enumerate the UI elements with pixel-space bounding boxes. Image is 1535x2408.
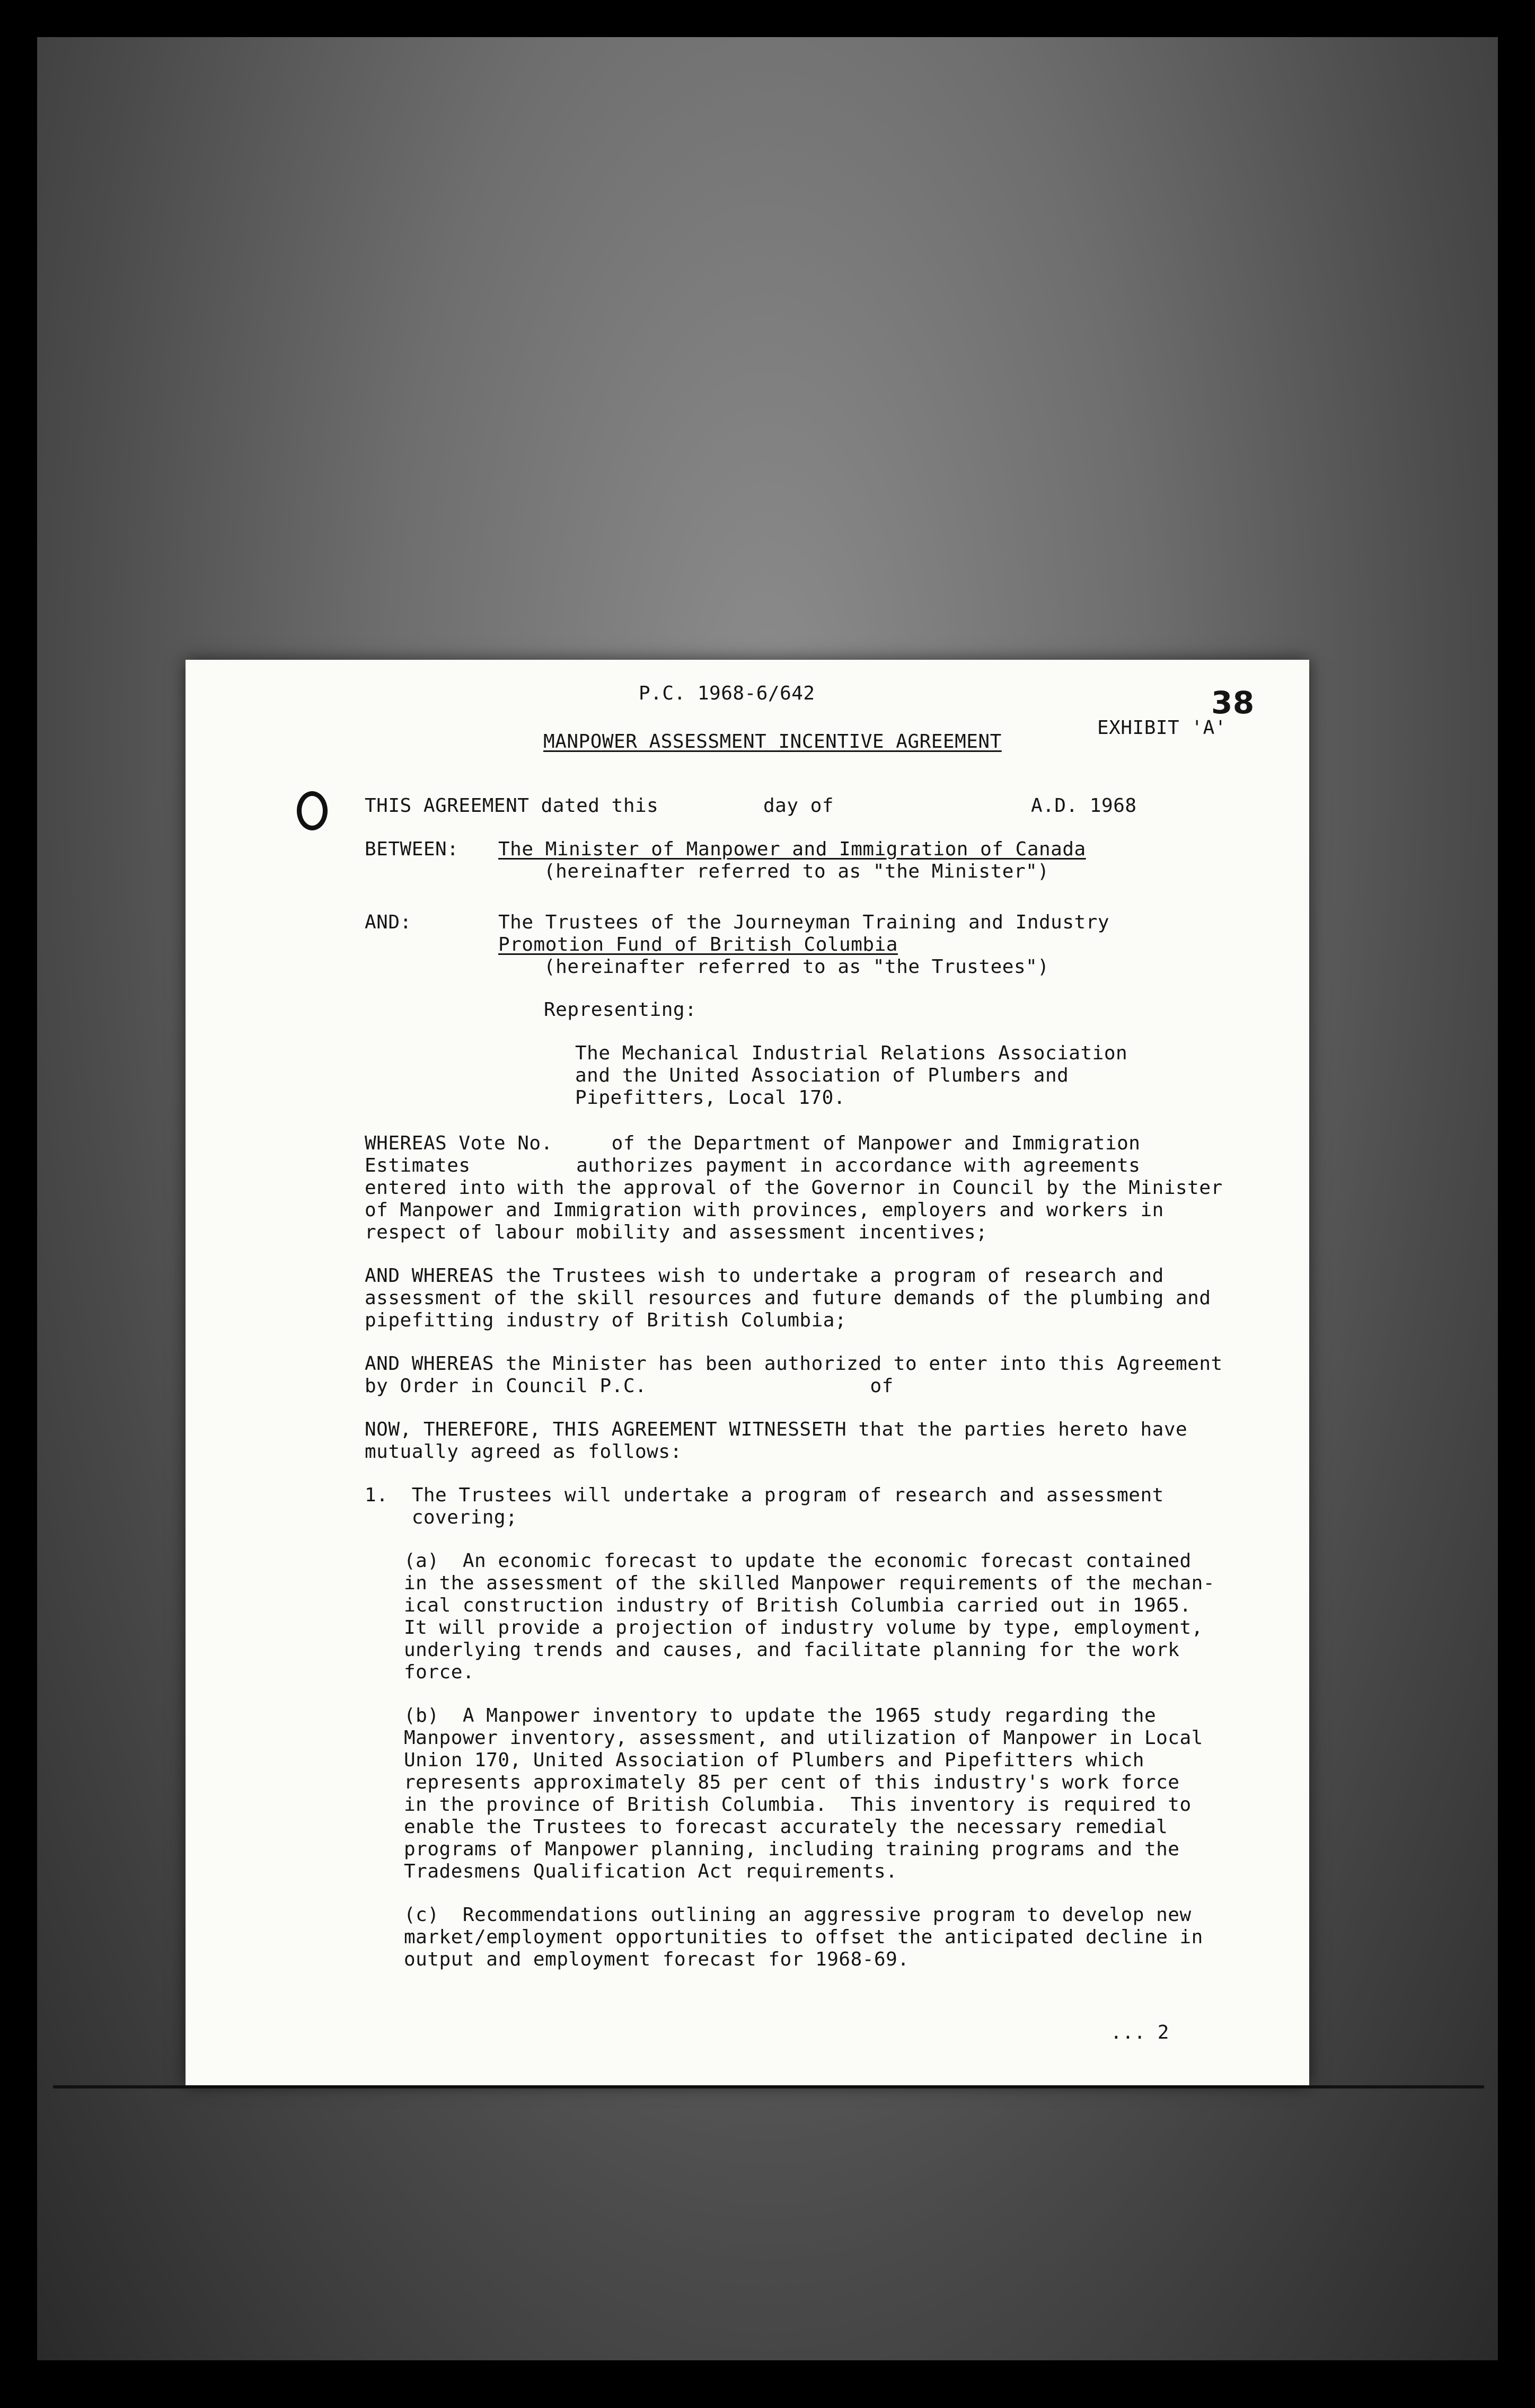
exhibit-number: 38 — [1211, 685, 1255, 721]
whereas-1-line: respect of labour mobility and assessment incentives; — [365, 1221, 988, 1243]
film-edge-bottom — [0, 2360, 1535, 2408]
whereas-2-line: pipefitting industry of British Columbia; — [365, 1309, 847, 1331]
whereas-2-line: AND WHEREAS the Trustees wish to undertake a program of research and — [365, 1265, 1164, 1287]
and-referred: (hereinafter referred to as "the Trustees") — [544, 956, 1049, 978]
item-b-line: Tradesmens Qualification Act requirements. — [404, 1861, 898, 1882]
representing-line: Pipefitters, Local 170. — [575, 1087, 845, 1109]
document-page — [186, 660, 1309, 2085]
now-therefore-line: NOW, THEREFORE, THIS AGREEMENT WITNESSETH that the parties hereto have — [365, 1419, 1188, 1440]
baseline-rule — [53, 2085, 1484, 2088]
item-c-line: (c) Recommendations outlining an aggressive program to develop new — [404, 1904, 1192, 1926]
representing-line: and the United Association of Plumbers and — [575, 1065, 1069, 1086]
whereas-1-line: of Manpower and Immigration with provinces, employers and workers in — [365, 1199, 1164, 1221]
item-a-line: underlying trends and causes, and facilitate planning for the work — [404, 1639, 1180, 1661]
item-b-line: (b) A Manpower inventory to update the 1965 study regarding the — [404, 1705, 1157, 1727]
now-therefore-line: mutually agreed as follows: — [365, 1441, 682, 1463]
and-party-line2: Promotion Fund of British Columbia — [498, 934, 898, 955]
whereas-3-line: AND WHEREAS the Minister has been authorized to enter into this Agreement — [365, 1353, 1223, 1375]
item-b-line: in the province of British Columbia. This inventory is required to — [404, 1794, 1192, 1816]
pc-reference: P.C. 1968-6/642 — [639, 683, 815, 704]
dated-day-of: day of — [763, 795, 834, 817]
and-label: AND: — [365, 911, 412, 933]
item-b-line: Manpower inventory, assessment, and utilization of Manpower in Local — [404, 1727, 1203, 1749]
punch-hole-mark — [297, 791, 328, 830]
item-b-line: Union 170, United Association of Plumbers and Pipefitters which — [404, 1749, 1144, 1771]
item-a-line: in the assessment of the skilled Manpower requirements of the mechan- — [404, 1572, 1215, 1594]
dated-prefix: THIS AGREEMENT dated this — [365, 795, 659, 817]
clause-1-line: covering; — [365, 1507, 518, 1528]
page-continuation: ... 2 — [1110, 2022, 1169, 2043]
item-c-line: output and employment forecast for 1968-69. — [404, 1949, 910, 1970]
representing-line: The Mechanical Industrial Relations Association — [575, 1042, 1128, 1064]
item-a-line: (a) An economic forecast to update the economic forecast contained — [404, 1550, 1192, 1572]
film-edge-right — [1498, 0, 1535, 2408]
whereas-2-line: assessment of the skill resources and future demands of the plumbing and — [365, 1287, 1211, 1309]
representing-label: Representing: — [544, 999, 697, 1021]
item-a-line: It will provide a projection of industry volume by type, employment, — [404, 1617, 1203, 1639]
film-edge-left — [0, 0, 37, 2408]
exhibit-label: EXHIBIT 'A' — [1097, 717, 1227, 739]
item-a-line: ical construction industry of British Columbia carried out in 1965. — [404, 1595, 1192, 1616]
between-referred: (hereinafter referred to as "the Minister") — [544, 861, 1049, 882]
agreement-title: MANPOWER ASSESSMENT INCENTIVE AGREEMENT — [543, 731, 1002, 752]
item-c-line: market/employment opportunities to offset the anticipated decline in — [404, 1926, 1203, 1948]
between-party: The Minister of Manpower and Immigration of Canada — [498, 838, 1086, 860]
between-label: BETWEEN: — [365, 838, 459, 860]
clause-1-line: 1. The Trustees will undertake a program of research and assessment — [365, 1484, 1164, 1506]
item-a-line: force. — [404, 1661, 475, 1683]
whereas-1-line: entered into with the approval of the Governor in Council by the Minister — [365, 1177, 1223, 1199]
whereas-1-line: Estimates authorizes payment in accordance with agreements — [365, 1155, 1141, 1176]
whereas-1-line: WHEREAS Vote No. of the Department of Manpower and Immigration — [365, 1132, 1141, 1154]
film-edge-top — [0, 0, 1535, 37]
whereas-3-line: by Order in Council P.C. of — [365, 1375, 894, 1397]
item-b-line: enable the Trustees to forecast accurately the necessary remedial — [404, 1816, 1168, 1838]
item-b-line: represents approximately 85 per cent of this industry's work force — [404, 1772, 1180, 1793]
and-party-line1: The Trustees of the Journeyman Training and Industry — [498, 911, 1110, 933]
dated-year: A.D. 1968 — [1031, 795, 1137, 817]
item-b-line: programs of Manpower planning, including training programs and the — [404, 1838, 1180, 1860]
